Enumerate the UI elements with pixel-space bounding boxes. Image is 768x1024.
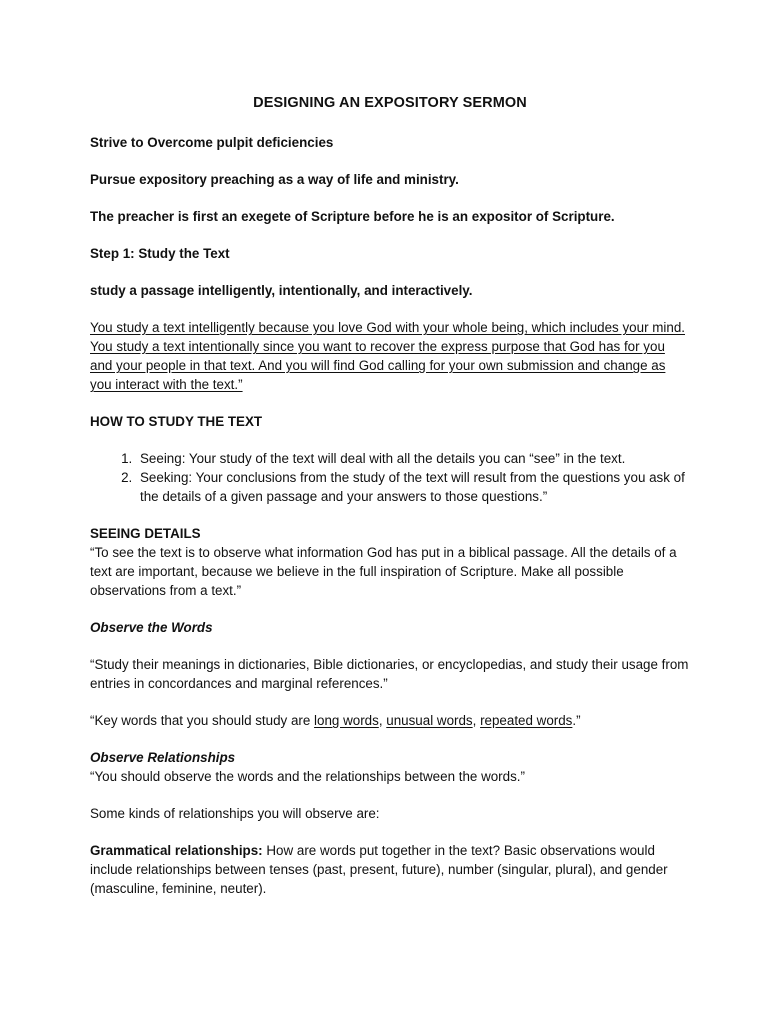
quote-study-intelligently: You study a text intelligently because you love God with your whole being, which includes your mind. You study a text intentionally since you want to recover the express purpose that God has for you and your people in that text. And you will find God calling for your own submission and change as you interact with the text.” [90, 320, 685, 392]
paragraph-study-passage: study a passage intelligently, intentionally, and interactively. [90, 283, 473, 298]
paragraph-overcome-deficiencies: Strive to Overcome pulpit deficiencies [90, 135, 334, 150]
seeing-details-text: “To see the text is to observe what information God has put in a biblical passage. All the details of a text are important, because we believe in the full inspiration of Scripture. Make all possible observations from a text.” [90, 545, 677, 598]
study-steps-list [90, 449, 690, 506]
how-to-study-heading: HOW TO STUDY THE TEXT [90, 414, 263, 429]
key-words-suffix: .” [572, 713, 581, 728]
key-word-unusual: unusual words [386, 713, 473, 728]
observe-words-text: “Study their meanings in dictionaries, Bible dictionaries, or encyclopedias, and study their usage from entries in concordances and marginal references.” [90, 657, 689, 691]
key-words-separator: , [378, 713, 387, 728]
observe-relationships-heading: Observe Relationships [90, 750, 236, 765]
key-words-prefix: “Key words that you should study are [90, 713, 315, 728]
grammatical-relationships-label: Grammatical relationships: [90, 843, 263, 858]
paragraph-exegete: The preacher is first an exegete of Scripture before he is an expositor of Scripture. [90, 209, 615, 224]
grammatical-relationships-paragraph [90, 841, 690, 898]
document-page [90, 94, 690, 916]
document-title: DESIGNING AN EXPOSITORY SERMON [253, 95, 527, 111]
step-1-heading: Step 1: Study the Text [90, 246, 230, 261]
key-words-paragraph [90, 711, 690, 730]
grammatical-relationships-text: How are words put together in the text? Basic observations would include relationships between tenses (past, present, future), number (singular, plural), and gender (masculine, feminine, neuter). [90, 843, 668, 896]
list-item-seeking: 2. Seeking: Your conclusions from the study of the text will result from the questions you ask of the details of a given passage and your answers to those questions.” [136, 468, 690, 506]
key-word-repeated: repeated words [480, 713, 573, 728]
observe-relationships-text: “You should observe the words and the relationships between the words.” [90, 769, 525, 784]
seeing-details-heading: SEEING DETAILS [90, 526, 201, 541]
list-item-seeing: 1. Seeing: Your study of the text will deal with all the details you can “see” in the text. [136, 449, 690, 468]
kinds-of-relationships-text: Some kinds of relationships you will observe are: [90, 806, 380, 821]
key-words-separator: , [472, 713, 481, 728]
observe-words-heading: Observe the Words [90, 620, 213, 635]
paragraph-pursue-preaching: Pursue expository preaching as a way of life and ministry. [90, 172, 459, 187]
key-word-long: long words [314, 713, 379, 728]
